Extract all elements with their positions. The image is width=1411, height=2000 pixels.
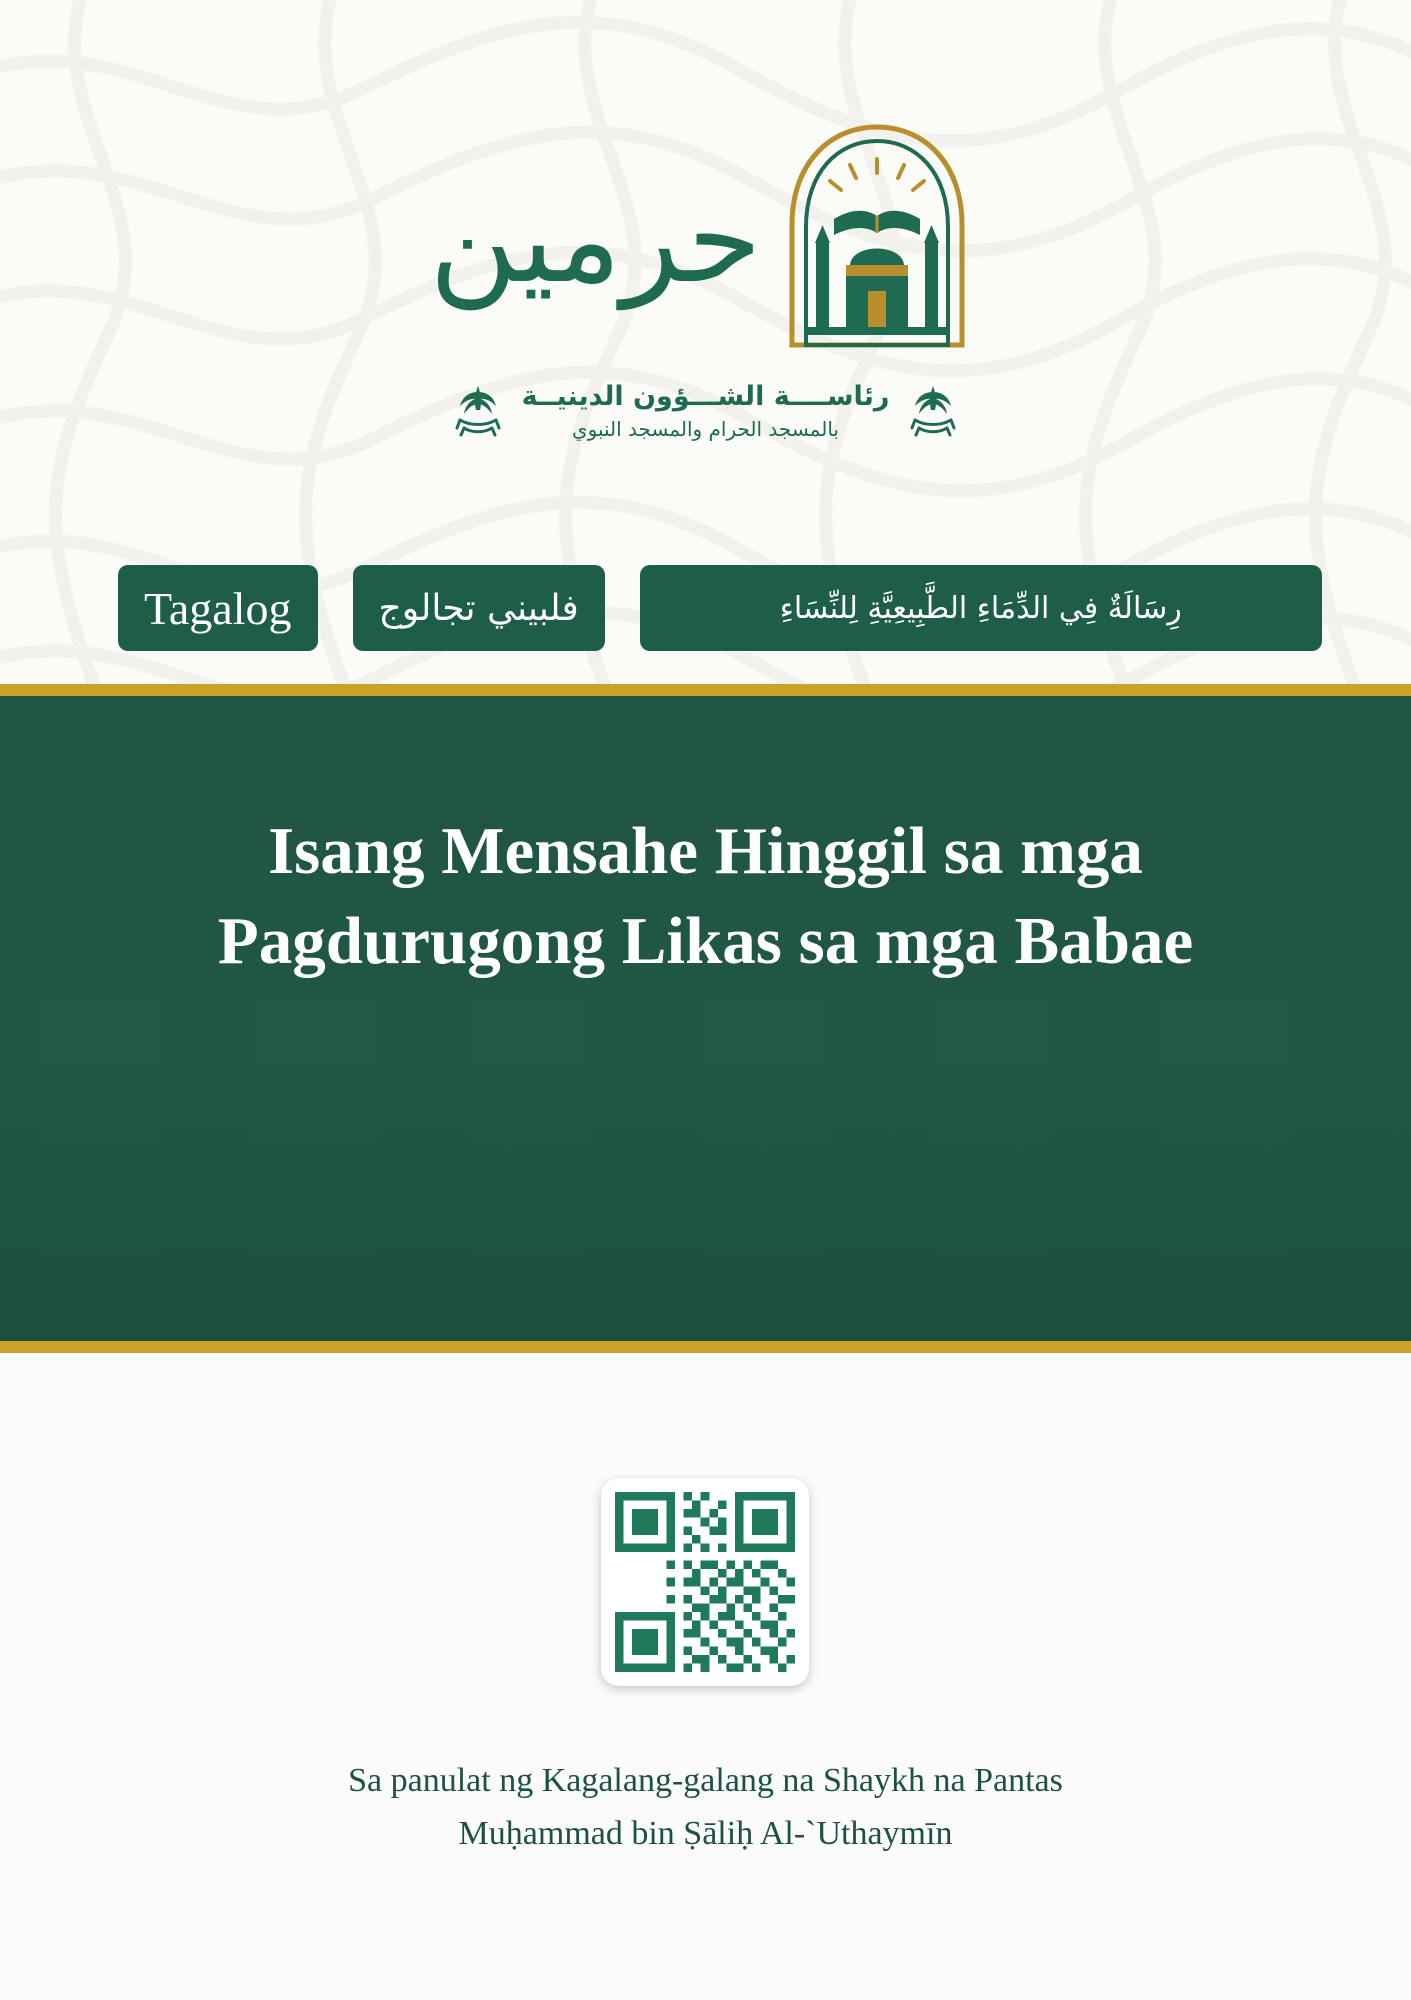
mosque-emblem-icon (772, 115, 982, 355)
logo-row (429, 105, 981, 365)
label-chips-row (0, 565, 1411, 651)
logo-calligraphy: حرمين (429, 171, 762, 310)
page-title: Isang Mensahe Hinggil sa mga Pagdurugong Likas sa mga Babae (217, 814, 1194, 979)
logo-text-block (452, 379, 960, 443)
banner-bottom-rule (0, 1341, 1411, 1353)
saudi-emblem-icon-left (907, 380, 959, 443)
banner-top-rule (0, 684, 1411, 696)
author-credit (0, 1755, 1411, 1860)
author-line-2: Muḥammad bin Ṣāliḥ Al-`Uthaymīn (458, 1814, 953, 1852)
organization-logo (0, 105, 1411, 443)
logo-title-line2: بالمسجد الحرام والمسجد النبوي (571, 417, 839, 442)
chip-language-arabic: فلبيني تجالوج (353, 565, 605, 651)
banner-overlay (0, 696, 1411, 1341)
author-line-1: Sa panulat ng Kagalang-galang na Shaykh na Pantas (348, 1762, 1063, 1799)
chip-language-tagalog: Tagalog (118, 565, 318, 651)
title-banner (0, 696, 1411, 1341)
logo-title-line1: رئاســــة الشـــؤون الدينيــة (521, 381, 890, 412)
saudi-emblem-icon-right (452, 380, 504, 443)
qr-code[interactable] (601, 1478, 809, 1686)
logo-title (522, 379, 890, 443)
chip-arabic-title: رِسَالَةٌ فِي الدِّمَاءِ الطَّبِيعِيَّةِ لِلنِّسَاءِ (640, 565, 1322, 651)
